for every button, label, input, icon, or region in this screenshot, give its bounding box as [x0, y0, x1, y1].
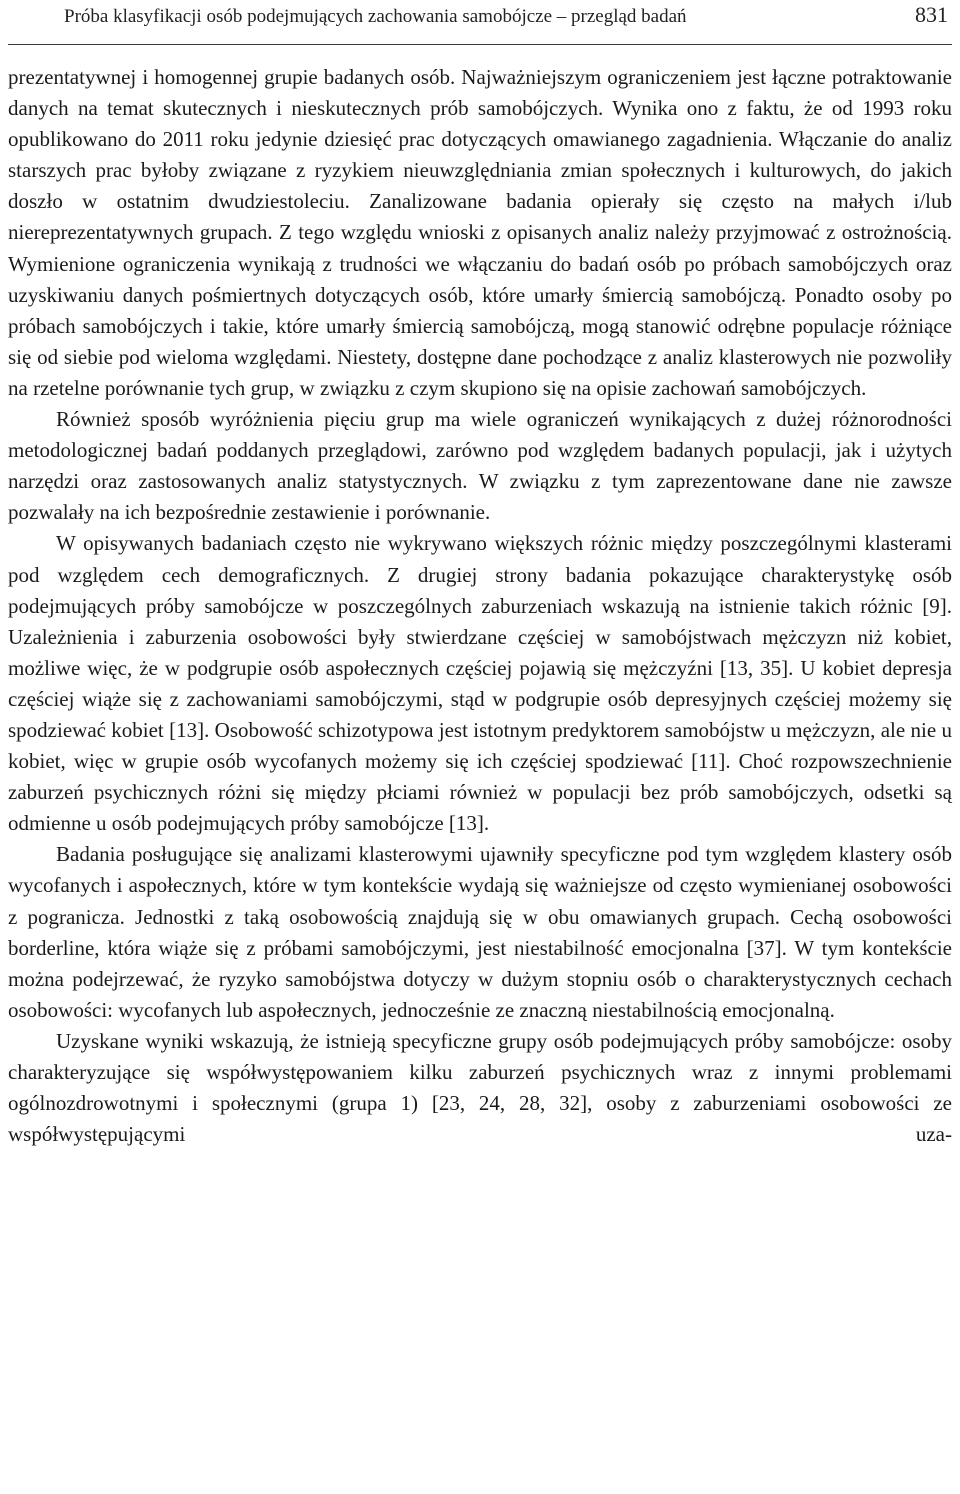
paragraph-1: prezentatywnej i homogennej grupie badanych osób. Najważniejszym ograniczeniem jest łączne potraktowanie danych na temat skutecznych i nieskutecznych prób samobójczych. Wynika ono z faktu, że od 1993 roku opublikowano do 2011 roku jedynie dziesięć prac dotyczących omawianego zagadnienia. Włączanie do analiz starszych prac byłoby związane z ryzykiem nieuwzględniania zmian społecznych i kulturowych, do jakich doszło w ostatnim dwudziestoleciu. Zanalizowane badania opierały się często na małych i/lub niereprezentatywnych grupach. Z tego względu wnioski z opisanych analiz należy przyjmować z ostrożnością. Wymienione ograniczenia wynikają z trudności we włączaniu do badań osób po próbach samobójczych oraz uzyskiwaniu danych pośmiertnych dotyczących osób, które umarły śmiercią samobójczą. Ponadto osoby po próbach samobójczych i takie, które umarły śmiercią samobójczą, mogą stanowić odrębne populacje różniące się od siebie pod wieloma względami. Niestety, dostępne dane pochodzące z analiz klasterowych nie pozwoliły na rzetelne porównanie tych grup, w związku z czym skupiono się na opisie zachowań samobójczych.	[8, 65, 952, 400]
paragraph-5: Uzyskane wyniki wskazują, że istnieją specyficzne grupy osób podejmujących próby samobójcze: osoby charakteryzujące się współwystępowaniem kilku zaburzeń psychicznych wraz z innymi problemami ogólnozdrowotnymi i społecznymi (grupa 1) [23, 24, 28, 32], osoby z zaburzeniami osobowości ze współwystępującymi uza-	[8, 1028, 952, 1147]
body-text	[8, 62, 952, 1150]
page-header	[8, 0, 952, 45]
paragraph-3: W opisywanych badaniach często nie wykrywano większych różnic między poszczególnymi klasterami pod względem cech demograficznych. Z drugiej strony badania pokazujące charakterystykę osób podejmujących próby samobójcze w poszczególnych zaburzeniach wskazują na istnienie takich różnic [9]. Uzależnienia i zaburzenia osobowości były stwierdzane częściej w samobójstwach mężczyzn niż kobiet, możliwe więc, że w podgrupie osób aspołecznych częściej pojawią się mężczyźni [13, 35]. U kobiet depresja częściej wiąże się z zachowaniami samobójczymi, stąd w podgrupie osób depresyjnych częściej możemy się spodziewać kobiet [13]. Osobowość schizotypowa jest istotnym predyktorem samobójstw u mężczyzn, ale nie u kobiet, więc w grupie osób wycofanych możemy się ich częściej spodziewać [11]. Choć rozpowszechnienie zaburzeń psychicznych różni się między płciami również w populacji bez prób samobójczych, odsetki są odmienne u osób podejmujących próby samobójcze [13].	[8, 531, 952, 836]
paragraph-2: Również sposób wyróżnienia pięciu grup ma wiele ograniczeń wynikających z dużej różnorodności metodologicznej badań poddanych przeglądowi, zarówno pod względem badanych populacji, jak i użytych narzędzi oraz zastosowanych analiz statystycznych. W związku z tym zaprezentowane dane nie zawsze pozwalały na ich bezpośrednie zestawienie i porównanie.	[8, 407, 952, 525]
running-title: Próba klasyfikacji osób podejmujących zachowania samobójcze – przegląd badań	[64, 6, 687, 27]
page-number: 831	[915, 2, 948, 27]
paragraph-4: Badania posługujące się analizami klasterowymi ujawniły specyficzne pod tym względem klastery osób wycofanych i aspołecznych, które w tym kontekście wydają się ważniejsze od często wymienianej osobowości z pogranicza. Jednostki z taką osobowością znajdują się w obu omawianych grupach. Cechą osobowości borderline, która wiąże się z próbami samobójczymi, jest niestabilność emocjonalna [37]. W tym kontekście można podejrzewać, że ryzyko samobójstwa dotyczy w dużym stopniu osób o charakterystycznych cechach osobowości: wycofanych lub aspołecznych, jednocześnie ze znaczną niestabilnością emocjonalną.	[8, 842, 952, 1022]
